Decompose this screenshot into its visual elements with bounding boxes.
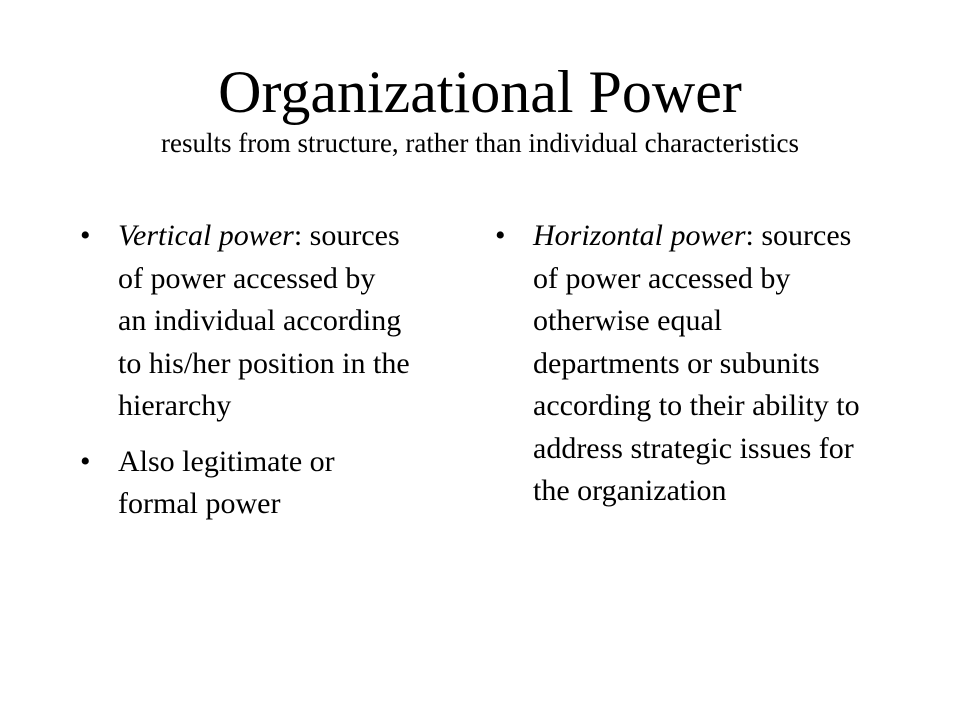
slide-subtitle: results from structure, rather than individual characteristics — [160, 128, 800, 158]
bullet-item-horizontal-power — [495, 215, 875, 513]
term-horizontal-power: Horizontal power — [533, 219, 746, 252]
right-column — [495, 215, 875, 526]
bullet-icon: • — [495, 219, 506, 252]
bullet-text: sources of power accessed by an individual according to his/her position in the hierarchy — [118, 219, 410, 422]
bullet-item-vertical-power — [80, 215, 410, 428]
term-separator: : — [745, 219, 754, 252]
term-separator: : — [293, 219, 303, 252]
bullet-icon: • — [80, 219, 91, 252]
title-block — [0, 56, 960, 160]
bullet-text: sources of power accessed by otherwise equal departments or subunits according to their ability to address strategic issues for the organization — [533, 219, 860, 507]
slide-title: Organizational Power — [218, 59, 742, 125]
term-vertical-power: Vertical power — [118, 219, 294, 252]
bullet-icon: • — [80, 444, 91, 478]
bullet-item-legitimate-power — [80, 441, 410, 526]
left-column — [80, 215, 410, 539]
bullet-text: Also legitimate or formal power — [118, 444, 335, 520]
